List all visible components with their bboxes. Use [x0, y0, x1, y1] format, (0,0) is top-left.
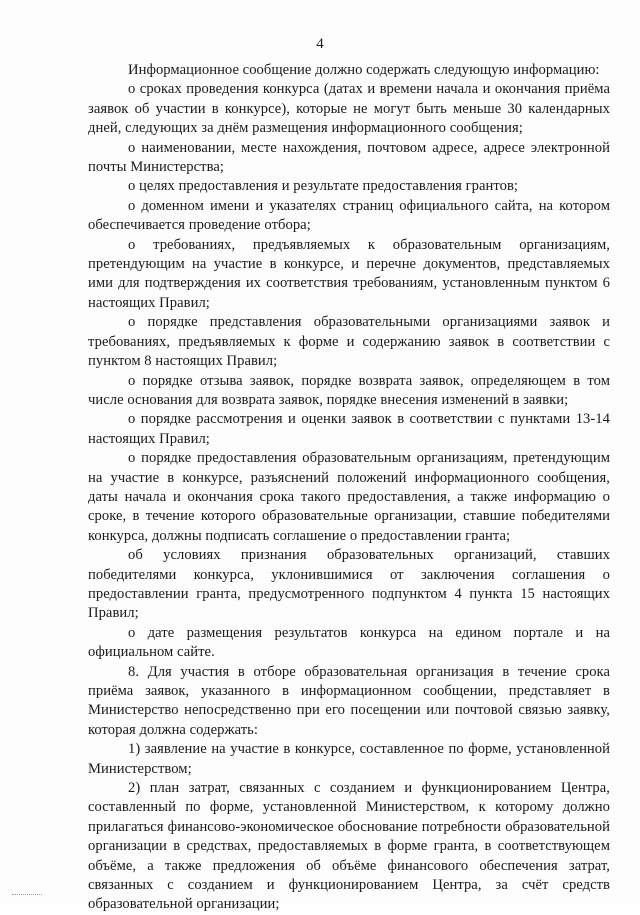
paragraph-item: о наименовании, месте нахождения, почтовом адресе, адресе электронной почты Министерства;	[88, 139, 610, 176]
paragraph-item: о порядке отзыва заявок, порядке возврата заявок, определяющем в том числе основания для возврата заявок, порядке внесения изменений в заявки;	[88, 372, 610, 408]
paragraph-item: о доменном имени и указателях страниц официального сайта, на котором обеспечивается проведение отбора;	[88, 197, 610, 234]
paragraph-item: о сроках проведения конкурса (датах и времени начала и окончания приёма заявок об участии в конкурсе), которые не могут быть меньше 30 календарных дней, следующих за днём размещения информационного сообщения;	[88, 81, 610, 137]
paragraph-intro: Информационное сообщение должно содержать следующую информацию:	[128, 62, 600, 78]
paragraph-item: об условиях признания образовательных организаций, ставших победителями конкурса, уклонившимися от заключения соглашения о предоставлении гранта, предусмотренного подпунктом 4 пункта 15 настоящих Правил;	[88, 547, 610, 622]
paragraph-item: о дате размещения результатов конкурса на едином портале и на официальном сайте.	[88, 624, 610, 661]
paragraph-subitem: 2) план затрат, связанных с созданием и функционированием Центра, составленный по форме, установленной Министерством, к которому должно прилагаться финансово-экономическое обоснование потребности образовательной организации в средствах, предоставляемых в форме гранта, в соответствующем объёме, а также предложения об объёме финансового обеспечения затрат, связанных с созданием и функционированием Центра, за счёт средств образовательной организации;	[88, 780, 610, 913]
scan-edge-mark	[12, 894, 42, 895]
page-number: 4	[316, 36, 324, 52]
paragraph-item: о порядке представления образовательными организациями заявок и требованиях, предъявляемых к форме и содержанию заявок в соответствии с пунктом 8 настоящих Правил;	[88, 314, 610, 370]
document-body	[88, 61, 610, 915]
paragraph-item: о требованиях, предъявляемых к образовательным организациям, претендующим на участие в конкурсе, и перечне документов, представляемых ими для подтверждения их соответствия требованиям, установленным пунктом 6 настоящих Правил;	[88, 236, 610, 311]
paragraph-item: о целях предоставления и результате предоставления грантов;	[128, 178, 519, 195]
paragraph-section-8: 8. Для участия в отборе образовательная организация в течение срока приёма заявок, указанного в информационном сообщении, представляет в Министерство непосредственно при его посещении или почтовой связью заявку, которая должна содержать:	[88, 663, 610, 738]
paragraph-item: о порядке рассмотрения и оценки заявок в соответствии с пунктами 13-14 настоящих Правил;	[88, 411, 610, 447]
paragraph-subitem: 1) заявление на участие в конкурсе, составленное по форме, установленной Министерством;	[88, 741, 610, 777]
paragraph-item: о порядке предоставления образовательным организациям, претендующим на участие в конкурсе, разъяснений положений информационного сообщения, даты начала и окончания срока такого предоставления, а также информацию о сроке, в течение которого образовательные организации, ставшие победителями конкурса, должны подписать соглашение о предоставлении гранта;	[88, 450, 610, 544]
